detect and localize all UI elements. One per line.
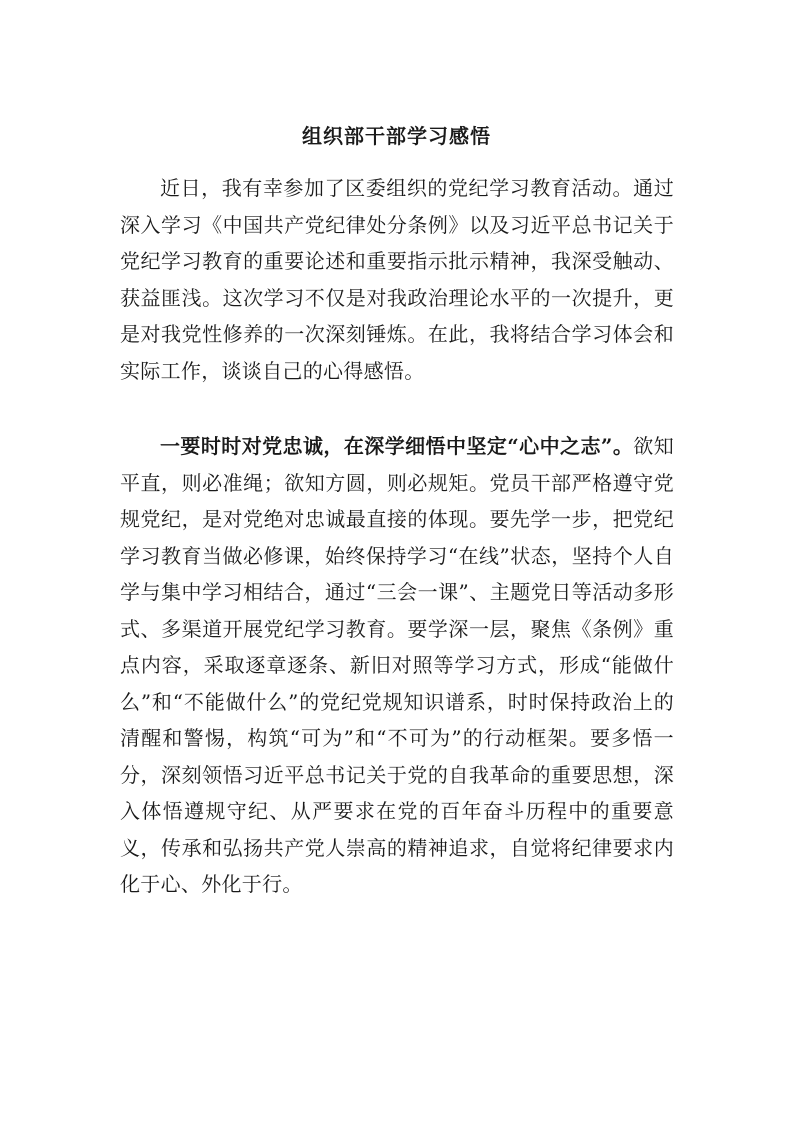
paragraph-point-one bbox=[120, 428, 674, 903]
paragraph-intro-text: 近日，我有幸参加了区委组织的党纪学习教育活动。通过深入学习《中国共产党纪律处分条例》以及习近平总书记关于党纪学习教育的重要论述和重要指示批示精神，我深受触动、获益匪浅。这次学习不仅是对我政治理论水平的一次提升，更是对我党性修养的一次深刻锤炼。在此，我将结合学习体会和实际工作，谈谈自己的心得感悟。 bbox=[120, 176, 674, 383]
paragraph-point-one-text: 欲知平直，则必准绳；欲知方圆，则必规矩。党员干部严格遵守党规党纪，是对党绝对忠诚最直接的体现。要先学一步，把党纪学习教育当做必修课，始终保持学习“在线”状态，坚持个人自学与集中学习相结合，通过“三会一课”、主题党日等活动多形式、多渠道开展党纪学习教育。要学深一层，聚焦《条例》重点内容，采取逐章逐条、新旧对照等学习方式，形成“能做什么”和“不能做什么”的党纪党规知识谱系，时时保持政治上的清醒和警惕，构筑“可为”和“不可为”的行动框架。要多悟一分，深刻领悟习近平总书记关于党的自我革命的重要思想，深入体悟遵规守纪、从严要求在党的百年奋斗历程中的重要意义，传承和弘扬共产党人崇高的精神追求，自觉将纪律要求内化于心、外化于行。 bbox=[120, 434, 674, 896]
document-title: 组织部干部学习感悟 bbox=[302, 124, 491, 148]
paragraph-point-one-heading: 一要时时对党忠诚，在深学细悟中坚定“心中之志”。 bbox=[160, 434, 634, 458]
paragraph-intro bbox=[120, 170, 674, 389]
